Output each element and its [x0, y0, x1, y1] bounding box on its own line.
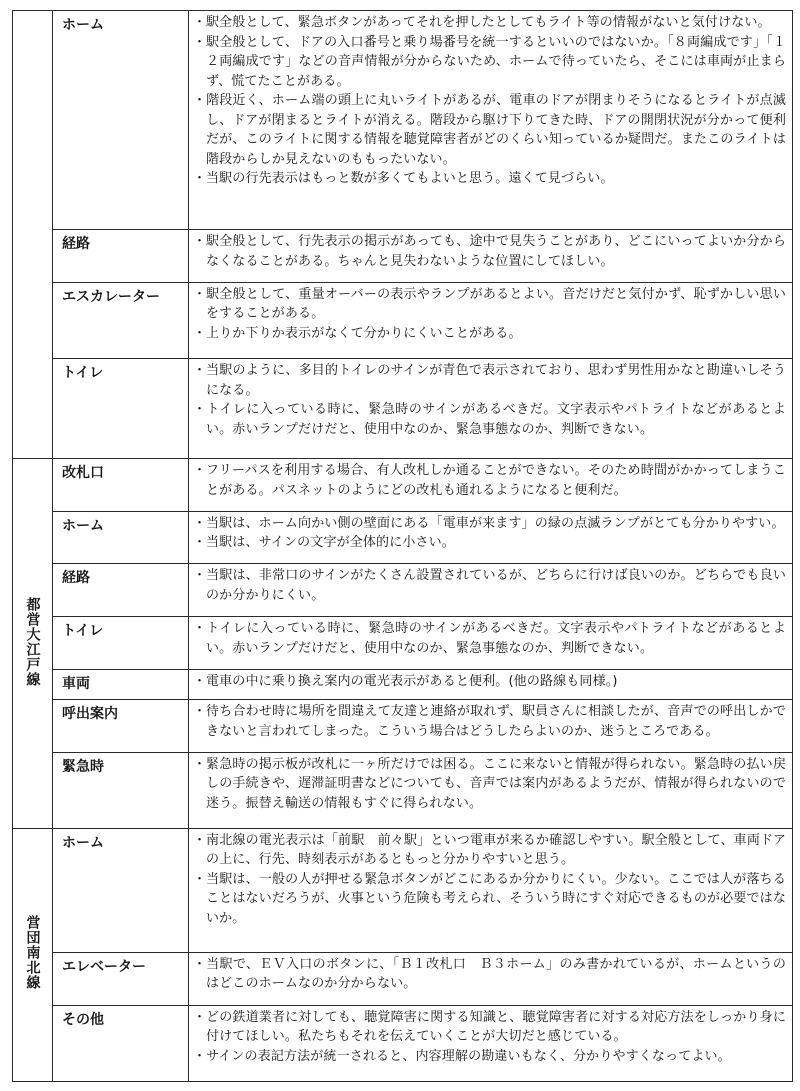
table-row — [13, 617, 793, 670]
comments-cell — [189, 230, 793, 283]
table-row — [13, 359, 793, 459]
comment-item: ・ どの鉄道業者に対しても、聴覚障害に関する知識と、聴覚障害者に対する対応方法をしっかり身に付けてほしい。私たちもそれを伝えていくことが大切だと感じている。 — [193, 1008, 786, 1047]
category-cell: トイレ — [53, 617, 189, 670]
table-row — [13, 752, 793, 828]
comment-item: ・ 待ち合わせ時に場所を間違えて友達と連絡が取れず、駅員さんに相談したが、音声での呼出しかできないと言われてしまった。こういう場合はどうしたらよいのか、迷うところである。 — [193, 702, 786, 741]
comment-item: ・ 駅全般として、ドアの入口番号と乗り場番号を統一するといいのではないか。「８両編成です」「１２両編成です」などの音声情報が分からないため、ホームで待っていたら、そこには車両が止まらず、慌てたことがある。 — [193, 33, 786, 92]
category-cell: 改札口 — [53, 459, 189, 512]
table-row — [13, 669, 793, 700]
comments-cell — [189, 700, 793, 753]
table-row — [13, 828, 793, 952]
category-cell: エレベーター — [53, 952, 189, 1005]
comment-item: ・ 当駅は、サインの文字が全体的に小さい。 — [193, 533, 786, 553]
comment-item: ・ 駅全般として、緊急ボタンがあってそれを押したとしてもライト等の情報がないと気付けない。 — [193, 13, 786, 33]
comments-cell — [189, 952, 793, 1005]
comment-item: ・ 当駅の行先表示はもっと数が多くてもよいと思う。遠くて見づらい。 — [193, 169, 786, 189]
comment-item: ・ 駅全般として、重量オーバーの表示やランプがあるとよい。音だけだと気付かず、恥ずかしい思いをすることがある。 — [193, 285, 786, 324]
comment-item: ・ 当駅で、ＥＶ入口のボタンに、「Ｂ１改札口 Ｂ３ホーム」のみ書かれているが、ホームというのはどこのホームなのか分からない。 — [193, 955, 786, 994]
category-cell: 経路 — [53, 564, 189, 617]
table-row — [13, 11, 793, 230]
category-cell: その他 — [53, 1005, 189, 1081]
table-row — [13, 564, 793, 617]
line-name-cell — [13, 11, 53, 459]
comments-cell — [189, 359, 793, 459]
comment-item: ・ 階段近く、ホーム端の頭上に丸いライトがあるが、電車のドアが閉まりそうになるとライトが点滅し、ドアが閉まるとライトが消える。階段から駆け下りてきた時、ドアの開閉状況が分かって便利だが、このライトに関する情報を聴覚障害者がどのくらい知っているか疑問だ。またこのライトは階段からしか見えないのももったいない。 — [193, 91, 786, 169]
comments-cell — [189, 752, 793, 828]
table-row — [13, 459, 793, 512]
comments-cell — [189, 564, 793, 617]
category-cell: ホーム — [53, 511, 189, 564]
category-cell: 経路 — [53, 230, 189, 283]
comments-cell — [189, 1005, 793, 1081]
comment-item: ・ 緊急時の掲示板が改札に一ヶ所だけでは困る。ここに来ないと情報が得られない。緊急時の払い戻しの手続きや、遅滞証明書などについても、音声では案内があるようだが、情報が得られないので迷う。振替え輸送の情報もすぐに得られない。 — [193, 755, 786, 814]
line-name-cell — [13, 828, 53, 1081]
comment-item: ・ フリーパスを利用する場合、有人改札しか通ることができない。そのため時間がかかってしまうことがある。パスネットのようにどの改札も通れるようになると便利だ。 — [193, 461, 786, 500]
comment-item: ・ 電車の中に乗り換え案内の電光表示があると便利。(他の路線も同様。) — [193, 672, 786, 692]
table-row — [13, 952, 793, 1005]
table-row — [13, 1005, 793, 1081]
comments-cell — [189, 459, 793, 512]
category-cell: 呼出案内 — [53, 700, 189, 753]
comment-item: ・ 当駅のように、多目的トイレのサインが青色で表示されており、思わず男性用かなと勘違いしそうになる。 — [193, 361, 786, 400]
table-row — [13, 282, 793, 358]
category-cell: トイレ — [53, 359, 189, 459]
comments-cell — [189, 828, 793, 952]
line-name: 都営大江戸線 — [24, 596, 41, 687]
comment-item: ・ サインの表記方法が統一されると、内容理解の勘違いもなく、分かりやすくなってよい。 — [193, 1047, 786, 1067]
comment-item: ・ 当駅は、ホーム向かい側の壁面にある「電車が来ます」の緑の点滅ランプがとても分かりやすい。 — [193, 514, 786, 534]
comment-item: ・ 当駅は、一般の人が押せる緊急ボタンがどこにあるか分かりにくい。少ない。ここでは人が落ちることはないだろうが、火事という危険も考えられ、そういう時にすぐ対応できるものが必要ではないか。 — [193, 870, 786, 929]
line-name-cell — [13, 459, 53, 829]
comments-cell — [189, 11, 793, 230]
comments-cell — [189, 282, 793, 358]
document-page — [12, 10, 792, 1082]
category-cell: ホーム — [53, 828, 189, 952]
comments-cell — [189, 617, 793, 670]
comment-item: ・ トイレに入っている時に、緊急時のサインがあるべきだ。文字表示やパトライトなどがあるとよい。赤いランプだけだと、使用中なのか、緊急事態なのか、判断できない。 — [193, 400, 786, 439]
category-cell: 緊急時 — [53, 752, 189, 828]
comments-cell — [189, 669, 793, 700]
comment-item: ・ 駅全般として、行先表示の掲示があっても、途中で見失うことがあり、どこにいってよいか分からなくなることがある。ちゃんと見失わないような位置にしてほしい。 — [193, 232, 786, 271]
line-name: 営団南北線 — [24, 915, 41, 991]
table-row — [13, 230, 793, 283]
comments-cell — [189, 511, 793, 564]
comment-item: ・ 上りか下りか表示がなくて分かりにくいことがある。 — [193, 324, 786, 344]
category-cell: ホーム — [53, 11, 189, 230]
comment-item: ・ 南北線の電光表示は「前駅 前々駅」といつ電車が来るか確認しやすい。駅全般として、車両ドアの上に、行先、時刻表示があるともっと分かりやすいと思う。 — [193, 831, 786, 870]
category-cell: 車両 — [53, 669, 189, 700]
table-row — [13, 700, 793, 753]
comment-item: ・ 当駅は、非常口のサインがたくさん設置されているが、どちらに行けば良いのか。どちらでも良いのか分かりにくい。 — [193, 566, 786, 605]
station-feedback-table — [12, 10, 793, 1082]
comment-item: ・ トイレに入っている時に、緊急時のサインがあるべきだ。文字表示やパトライトなどがあるとよい。赤いランプだけだと、使用中なのか、緊急事態なのか、判断できない。 — [193, 619, 786, 658]
table-row — [13, 511, 793, 564]
category-cell: エスカレーター — [53, 282, 189, 358]
